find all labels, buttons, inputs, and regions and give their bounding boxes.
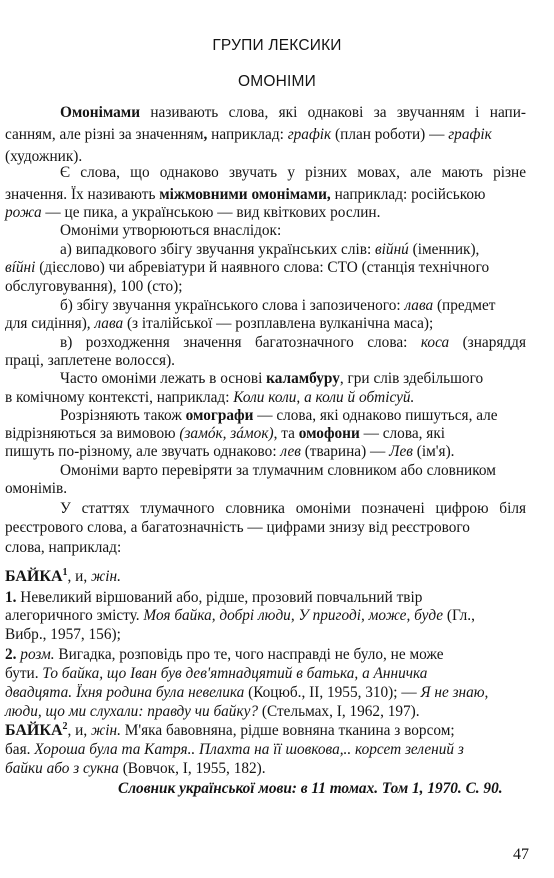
term-homophones: омофони	[298, 425, 360, 442]
term-interlingual: міжмовними омонімами,	[159, 186, 331, 203]
page-number: 47	[513, 846, 529, 863]
textbook-page: ГРУПИ ЛЕКСИКИ ОМОНІМИ Омонімами називають слова, які однакові за звучанням і напи- санням, але різні за значенням, наприклад: графік (план роботи) — графік (художник). Є слова, що однаково звучать у різних мовах, але мають різне значення. Їх називають міжмовними омонімами, наприклад: російською рожа — це пика, а українською — вид квіткових рослин. Омоніми утворюються внаслідок: а) випадкового збігу звучання українських слів: війнú (іменник), вíйні (дієслово) чи абревіатури й наявного слова: СТО (станція технічного обслуговування), 100 (сто); б) збігу звучання українського слова і запозиченого: лава (предмет для сидіння), лава (з італійської — розплавлена вулканічна маса); в) розходження значення багатозначного слова: коса (знаряддя праці, заплетене волосся). Часто омоніми лежать в основі каламбуру, гри слів здебільшого в комічному контексті, наприклад: Коли коли, а коли й обтісуй. Розрізняють також омографи — слова, які однаково пишуться, але відрізняються за вимовою (замóк, зáмок), та омофони — слова, які пишуть по-різному, але звучать однаково: лев (тварина) — Лев (ім'я). Омоніми варто перевіряти за тлумачним словником або словником омонімів. У статтях тлумачного словника омоніми позначені цифрою біля реєстрового слова, а багатозначність — цифрами знизу від реєстрового слова, наприклад: БАЙКА$^1$, и, жін. 1. Невеликий віршований або, рідше, прозовий повчальний твір алегоричного змісту. Моя байка, добрі люди, У пригоді, може, буде (Гл., Вибр., 1957, 156); 2. розм. Вигадка, розповідь про те, чого насправді не було, не може бути. То байка, що Іван був дев'ятнадцятий в батька, а Анничка двадцята. Їхня родина була невелика (Коцюб., II, 1955, 310); — Я не знаю, люди, що ми слухали: правду чи байку? (Стельмах, I, 1962, 197). БАЙКА$^2$, и, жін. М'яка бавовняна, рідше вовняна тканина з ворсом; бая. Хороша була та Катря.. Плахта на її шовкова,.. корсет зелений з байки або з сукна (Вовчок, I, 1955, 182). Словник української мови: в 11 томах. Том 1, 1970. С. 90. 47	[0, 0, 554, 878]
list-item-a: а) випадкового збігу звучання українських слів: війнú (іменник),	[60, 241, 480, 258]
sense-2: 2. розм. Вигадка, розповідь про те, чого насправді не було, не може	[5, 646, 444, 663]
list-item-v: в) розходження значення багатозначного слова: коса (знаряддя	[60, 334, 526, 351]
entry-headword: БАЙКА	[5, 568, 63, 585]
list-item-b: б) збігу звучання українського слова і запозиченого: лава (предмет	[60, 297, 496, 314]
entry-headword: БАЙКА	[5, 722, 63, 739]
source-citation: Словник української мови: в 11 томах. Том 1, 1970. С. 90.	[118, 780, 503, 797]
sense-1: 1. Невеликий віршований або, рідше, прозовий повчальний твір	[5, 589, 423, 606]
section-title: ОМОНІМИ	[238, 73, 316, 90]
term-homonyms: Омонімами	[60, 104, 141, 121]
term-pun: каламбуру	[266, 370, 340, 387]
page-heading: ГРУПИ ЛЕКСИКИ	[212, 37, 342, 54]
term-homographs: омографи	[185, 407, 254, 424]
